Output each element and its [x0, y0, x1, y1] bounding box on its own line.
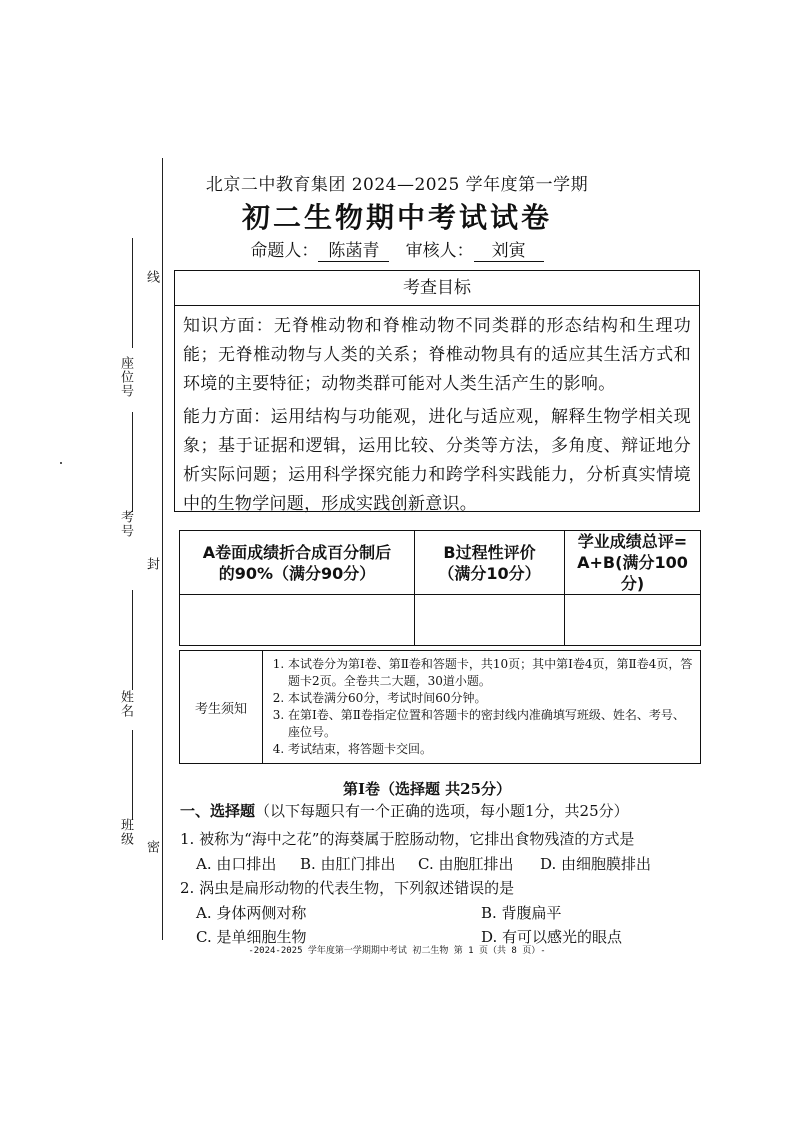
class-label: 班级 — [118, 818, 133, 846]
seal-char-bottom: 密 — [144, 840, 159, 853]
notice-item: 2. 本试卷满分60分，考试时间60分钟。 — [288, 690, 693, 707]
question-2-option-d[interactable]: D. 有可以感光的眼点 — [481, 928, 623, 946]
score-table — [179, 530, 701, 646]
question-1-option-d[interactable]: D. 由细胞膜排出 — [540, 855, 652, 873]
name-label: 姓名 — [118, 690, 133, 718]
name-underline — [132, 590, 133, 690]
score-col-b — [415, 531, 565, 595]
score-cell-c[interactable] — [565, 595, 701, 646]
question-2-option-a[interactable]: A. 身体两侧对称 — [196, 904, 307, 922]
score-col-c — [565, 531, 701, 595]
notice-label: 考生须知 — [180, 651, 263, 764]
score-cell-b[interactable] — [415, 595, 565, 646]
seal-char-line: 线 — [144, 270, 159, 283]
score-col-c-line2: A+B(满分100分) — [577, 553, 688, 593]
question-1-option-b[interactable]: B. 由肛门排出 — [300, 855, 396, 873]
reviewer-label: 审核人： — [405, 241, 474, 261]
author-label: 命题人： — [250, 241, 319, 261]
author-line — [0, 236, 794, 262]
question-1-option-a[interactable]: A. 由口排出 — [196, 855, 277, 873]
score-col-b-line1: B过程性评价 — [443, 542, 536, 562]
school-line: 北京二中教育集团 2024—2025 学年度第一学期 — [205, 175, 589, 195]
notice-content — [263, 651, 701, 764]
score-col-a-line2: 的90%（满分90分） — [218, 563, 376, 583]
part-label: 一、选择题 — [180, 802, 256, 820]
question-2-option-c[interactable]: C. 是单细胞生物 — [196, 928, 307, 946]
goals-ability: 能力方面：运用结构与功能观，进化与适应观，解释生物学相关现象；基于证据和逻辑，运用比较、分类等方法，多角度、辩证地分析实际问题；运用科学探究能力和跨学科实践能力，分析真实情境中的生物学问题，形成实践创新意识。 — [183, 407, 691, 514]
author-name: 陈菡青 — [318, 236, 389, 262]
score-col-b-line2: （满分10分） — [438, 563, 541, 583]
notice-item: 1. 本试卷分为第Ⅰ卷、第Ⅱ卷和答题卡，共10页；其中第Ⅰ卷4页，第Ⅱ卷4页，答题卡2页。全卷共二大题，30道小题。 — [288, 656, 693, 690]
exam-no-label: 考号 — [118, 510, 133, 538]
part-desc: （以下每题只有一个正确的选项，每小题1分，共25分） — [255, 802, 629, 820]
class-underline — [132, 730, 133, 820]
seat-label: 座位号 — [118, 356, 133, 398]
notice-item: 4. 考试结束，将答题卡交回。 — [288, 741, 693, 758]
reviewer-name: 刘寅 — [474, 236, 544, 262]
goals-box — [174, 270, 700, 512]
question-1-stem: 1. 被称为“海中之花”的海葵属于腔肠动物，它排出食物残渣的方式是 — [180, 830, 635, 848]
question-2-stem: 2. 涡虫是扁形动物的代表生物，下列叙述错误的是 — [180, 879, 515, 897]
scan-speck — [60, 462, 62, 464]
seal-char-mid: 封 — [144, 557, 159, 570]
notice-item: 3. 在第Ⅰ卷、第Ⅱ卷指定位置和答题卡的密封线内准确填写班级、姓名、考号、座位号。 — [288, 707, 693, 741]
question-2-option-b[interactable]: B. 背腹扁平 — [481, 904, 562, 922]
section-title: 第Ⅰ卷（选择题 共25分） — [342, 780, 512, 798]
score-col-a — [180, 531, 415, 595]
score-col-c-line1: 学业成绩总评= — [577, 532, 688, 551]
part-heading — [180, 800, 629, 821]
binding-line — [162, 158, 163, 940]
score-cell-a[interactable] — [180, 595, 415, 646]
goals-title: 考查目标 — [175, 271, 699, 306]
exam-no-underline — [132, 412, 133, 512]
notice-table — [179, 650, 701, 764]
exam-title: 初二生物期中考试试卷 — [241, 201, 552, 234]
goals-knowledge: 知识方面：无脊椎动物和脊椎动物不同类群的形态结构和生理功能；无脊椎动物与人类的关系；脊椎动物具有的适应其生活方式和环境的主要特征；动物类群可能对人类生活产生的影响。 — [183, 316, 691, 394]
score-col-a-line1: A卷面成绩折合成百分制后 — [202, 542, 392, 562]
question-1-option-c[interactable]: C. 由胞肛排出 — [418, 855, 514, 873]
page-footer: -2024-2025 学年度第一学期期中考试 初二生物 第 1 页（共 8 页）- — [248, 946, 546, 956]
